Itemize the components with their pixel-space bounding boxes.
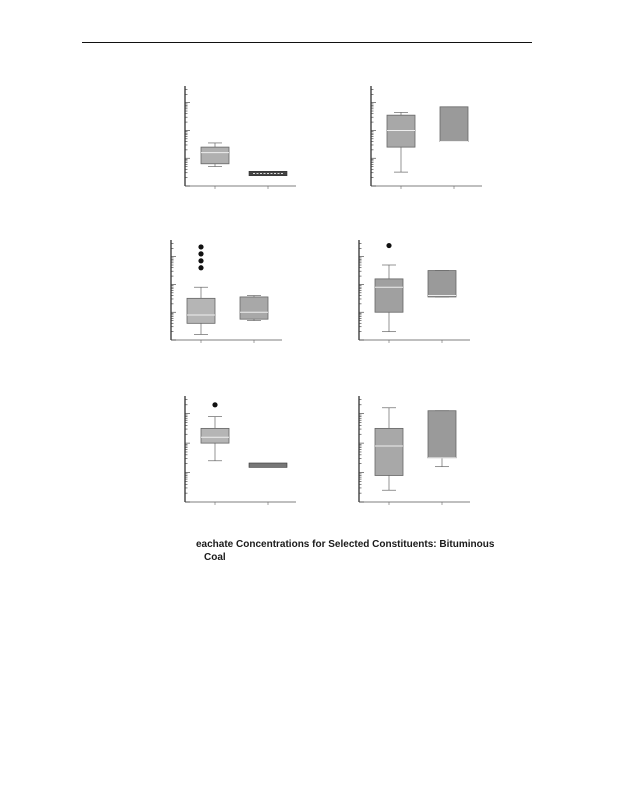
box xyxy=(187,298,215,323)
caption-line-1: eachate Concentrations for Selected Constituents: Bituminous xyxy=(196,539,495,550)
box-plot-panel-2 xyxy=(346,78,476,198)
box-plot-panel-1 xyxy=(160,78,290,198)
outlier-point xyxy=(198,251,203,256)
box xyxy=(375,428,403,475)
caption-line-2: Coal xyxy=(204,552,226,563)
box-plot-svg-6 xyxy=(334,388,494,514)
box xyxy=(375,279,403,312)
box-plot-panel-4 xyxy=(334,232,464,352)
box xyxy=(440,107,468,142)
box xyxy=(240,297,268,319)
box-plot-svg-2 xyxy=(346,78,506,198)
outlier-point xyxy=(198,244,203,249)
outlier-point xyxy=(198,265,203,270)
outlier-point xyxy=(212,402,217,407)
box-plot-svg-3 xyxy=(146,232,306,352)
figure-caption xyxy=(196,538,506,564)
box-flat xyxy=(249,463,287,467)
header-rule xyxy=(82,42,532,43)
outlier-point xyxy=(198,258,203,263)
outlier-point xyxy=(386,243,391,248)
box-plot-svg-5 xyxy=(160,388,320,514)
box xyxy=(428,411,456,458)
box-plot-svg-1 xyxy=(160,78,320,198)
box-plot-panel-5 xyxy=(160,388,290,508)
box-plot-panel-3 xyxy=(146,232,276,352)
box xyxy=(428,271,456,297)
box xyxy=(201,428,229,443)
box-plot-svg-4 xyxy=(334,232,494,352)
box-plot-panel-6 xyxy=(334,388,464,508)
box xyxy=(201,147,229,164)
box xyxy=(387,115,415,147)
